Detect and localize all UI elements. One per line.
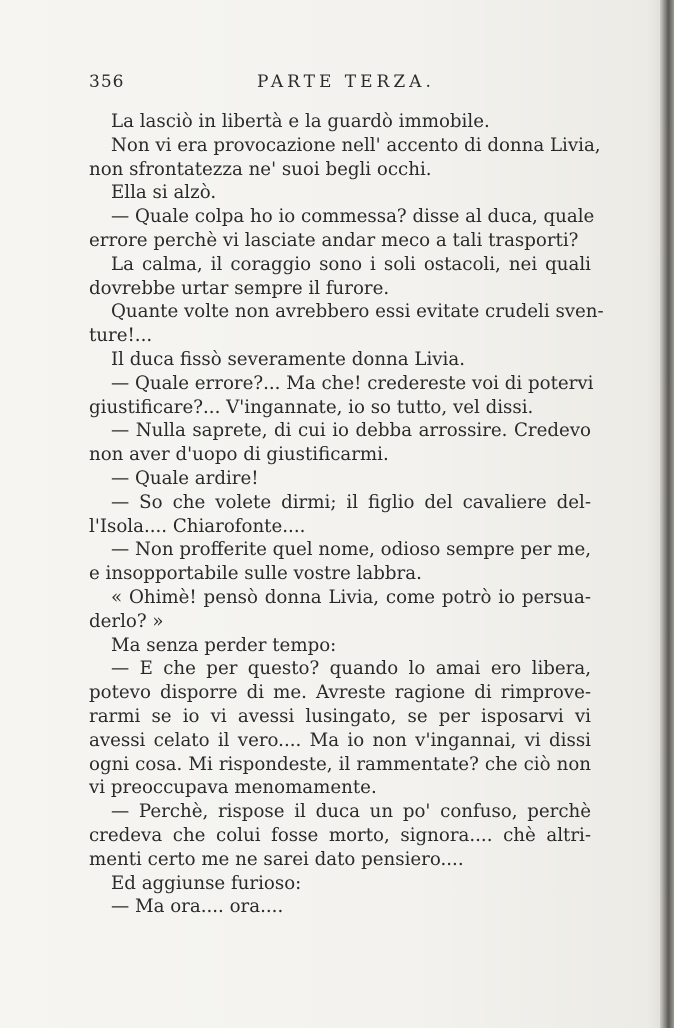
book-spine-edge [660, 0, 674, 1028]
text-line: « Ohimè! pensò donna Livia, come potrò io persua- [111, 586, 591, 608]
body-text [89, 110, 604, 919]
text-line: vi preoccupava menomamente. [89, 777, 377, 799]
text-line: — Quale ardire! [111, 467, 259, 489]
text-line: non sfrontatezza ne' suoi begli occhi. [89, 158, 432, 180]
text-line: dovrebbe urtar sempre il furore. [89, 277, 390, 299]
text-line: l'Isola.... Chiarofonte.... [89, 515, 306, 537]
running-head: PARTE TERZA. [257, 72, 435, 92]
text-line: La lasciò in libertà e la guardò immobile. [111, 111, 490, 132]
text-line: ture!... [89, 325, 153, 347]
page-header [89, 72, 589, 98]
text-line: menti certo me ne sarei dato pensiero.... [89, 848, 464, 870]
text-line: avessi celato il vero.... Ma io non v'ingannai, vi dissi [89, 729, 591, 751]
text-line: Non vi era provocazione nell' accento di donna Livia, [111, 134, 601, 156]
text-line: — E che per questo? quando lo amai ero libera, [111, 658, 591, 680]
text-line: — Perchè, rispose il duca un po' confuso, perchè [111, 801, 591, 823]
text-line: Il duca fissò severamente donna Livia. [111, 348, 465, 370]
text-line: potevo disporre di me. Avreste ragione di rimprove- [89, 682, 591, 704]
text-line: Ella si alzò. [111, 182, 217, 204]
text-line: e insopportabile sulle vostre labbra. [89, 563, 422, 585]
text-line: Quante volte non avrebbero essi evitate crudeli sven- [111, 301, 604, 323]
text-line: La calma, il coraggio sono i soli ostacoli, nei quali [111, 253, 591, 275]
page-number: 356 [89, 72, 125, 92]
text-line: credeva che colui fosse morto, signora.... chè altri- [89, 824, 591, 846]
text-line: derlo? » [89, 610, 164, 632]
text-line: — Quale colpa ho io commessa? disse al duca, quale [111, 206, 595, 228]
text-line: errore perchè vi lasciate andar meco a tali trasporti? [89, 229, 579, 251]
text-line: — So che volete dirmi; il figlio del cavaliere del- [111, 491, 591, 513]
text-line: — Ma ora.... ora.... [111, 896, 284, 918]
text-line: Ed aggiunse furioso: [111, 872, 302, 894]
text-line: — Nulla saprete, di cui io debba arrossire. Credevo [111, 420, 591, 442]
text-line: ogni cosa. Mi rispondeste, il rammentate? che ciò non [89, 753, 591, 775]
text-line: — Non profferite quel nome, odioso sempre per me, [111, 539, 591, 561]
text-line: — Quale errore?... Ma che! credereste voi di potervi [111, 372, 594, 394]
text-line: Ma senza perder tempo: [111, 634, 337, 656]
text-line: giustificare?... V'ingannate, io so tutto, vel dissi. [89, 396, 534, 418]
text-line: rarmi se io vi avessi lusingato, se per isposarvi vi [89, 705, 591, 727]
text-line: non aver d'uopo di giustificarmi. [89, 444, 389, 466]
